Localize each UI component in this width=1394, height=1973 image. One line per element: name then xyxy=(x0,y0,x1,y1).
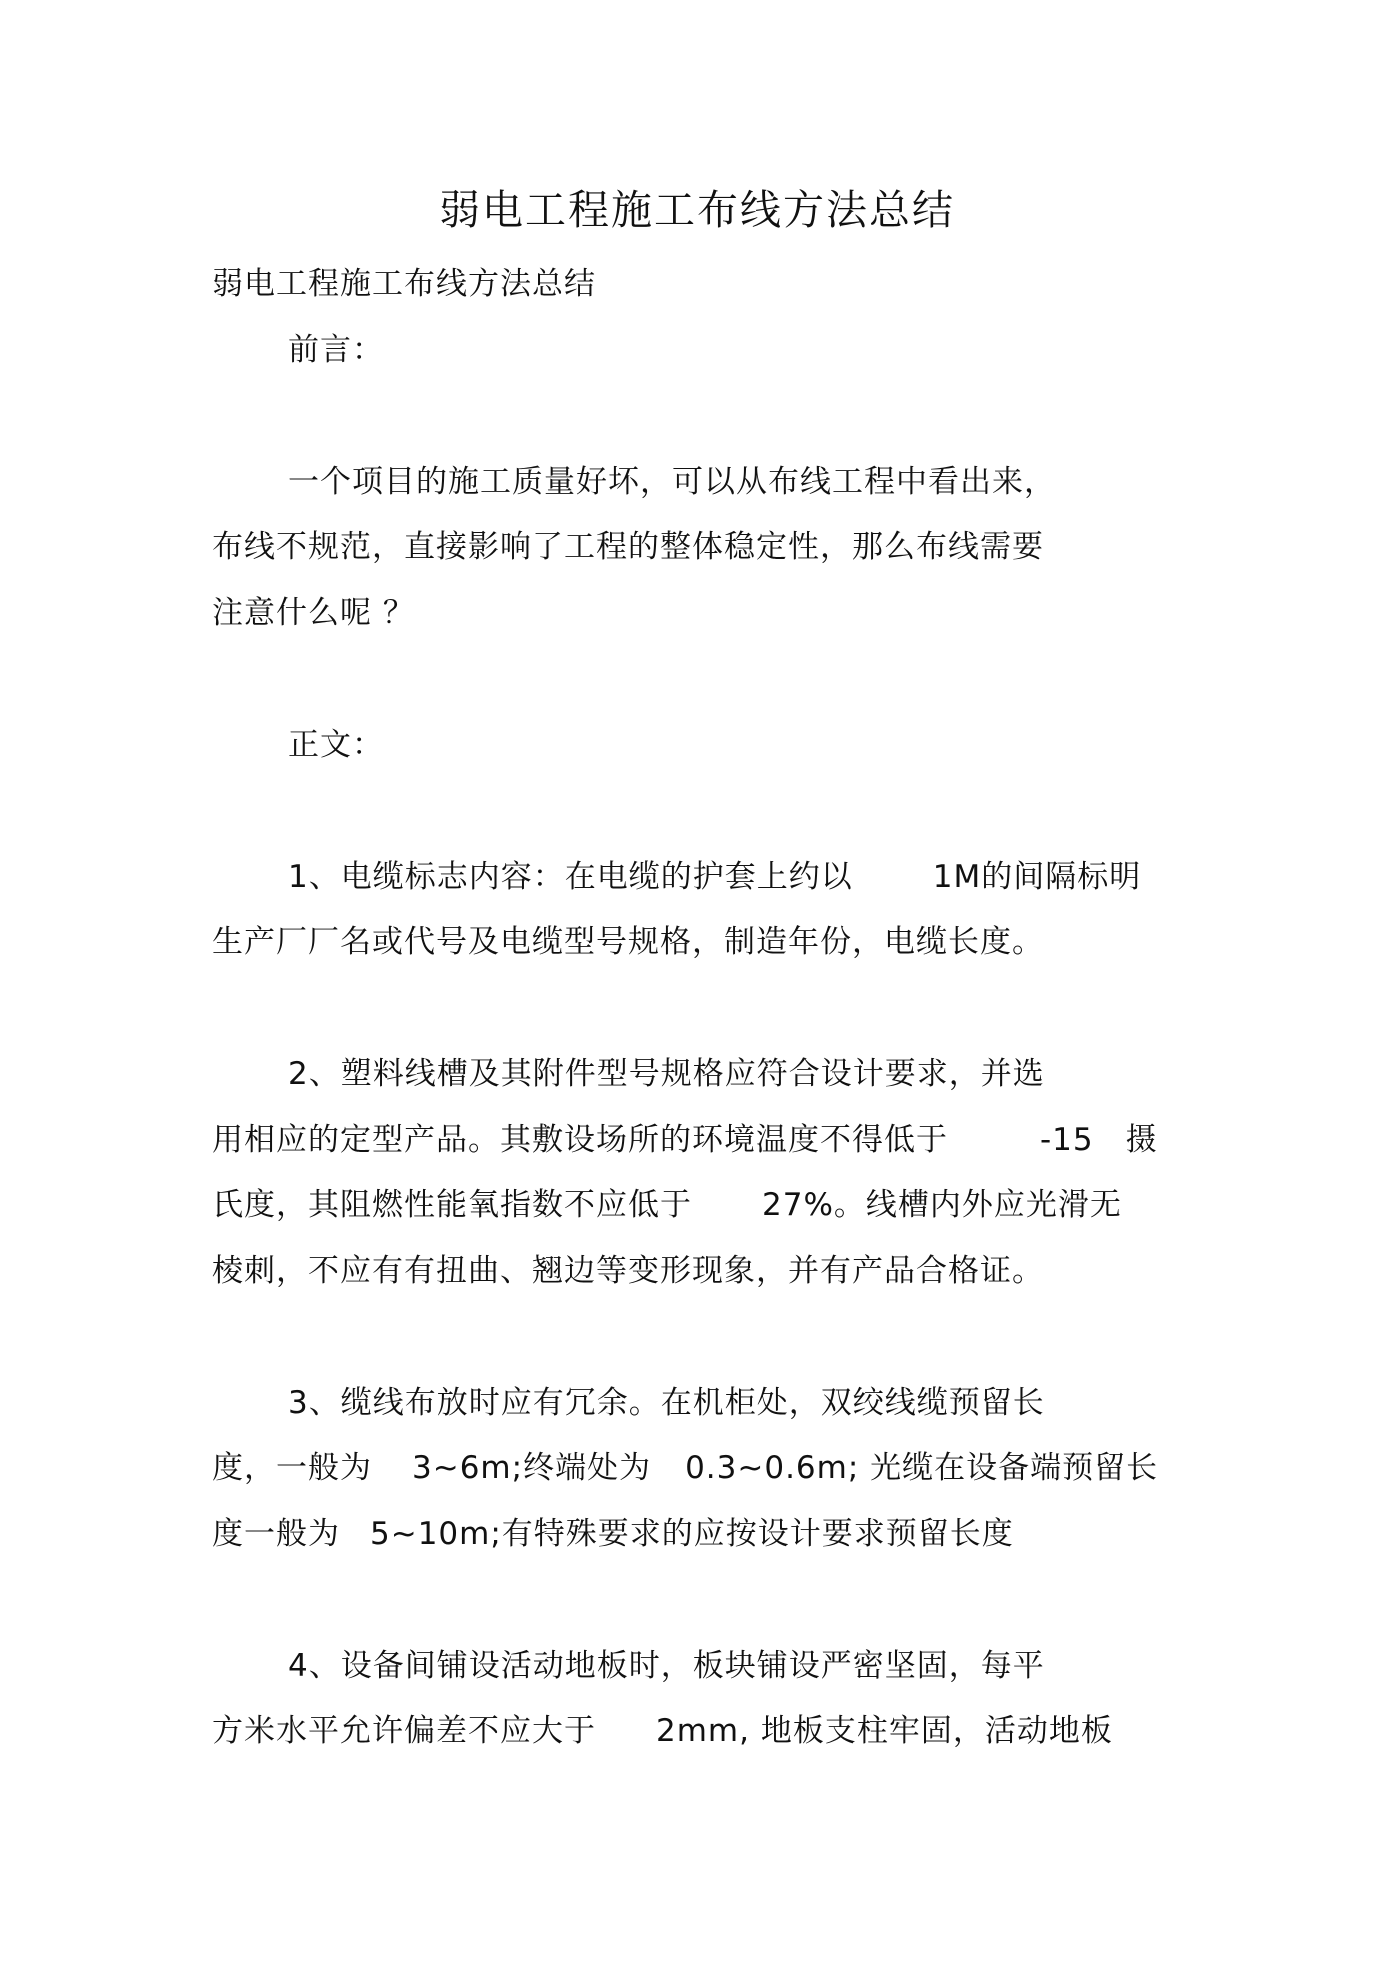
item2-line-4: 棱刺，不应有有扭曲、翘边等变形现象，并有产品合格证。 xyxy=(212,1253,1044,1289)
item2-line-1: 2、塑料线槽及其附件型号规格应符合设计要求，并选 xyxy=(288,1056,1045,1092)
item1-line-1-text: 1、电缆标志内容：在电缆的护套上约以 xyxy=(288,859,853,895)
preface-line-1: 一个项目的施工质量好坏，可以从布线工程中看出来， xyxy=(288,464,1056,500)
body-heading: 正文： xyxy=(288,727,384,763)
document-title: 弱电工程施工布线方法总结 xyxy=(439,186,955,234)
item4-line-1: 4、设备间铺设活动地板时，板块铺设严密坚固，每平 xyxy=(288,1648,1045,1684)
item4-line-2-value: 2mm, 地板支柱牢固，活动地板 xyxy=(656,1713,1113,1749)
item4-line-2-text: 方米水平允许偏差不应大于 xyxy=(212,1713,596,1749)
item2-line-2-text: 用相应的定型产品。其敷设场所的环境温度不得低于 xyxy=(212,1122,948,1158)
item4-line-2 xyxy=(212,1711,1113,1751)
item3-line-1: 3、缆线布放时应有冗余。在机柜处，双绞线缆预留长 xyxy=(288,1385,1045,1421)
item1-line-1-value: 1M的间隔标明 xyxy=(932,859,1142,895)
item3-line-2-value1: 3~6m;终端处为 xyxy=(412,1450,652,1486)
preface-line-2: 布线不规范，直接影响了工程的整体稳定性，那么布线需要 xyxy=(212,529,1044,565)
item2-line-2 xyxy=(212,1120,1158,1160)
preface-line-3: 注意什么呢 ？ xyxy=(212,595,415,631)
item3-line-2-value2: 0.3~0.6m; 光缆在设备端预留长 xyxy=(685,1450,1159,1486)
item2-line-3-value: 27%。线槽内外应光滑无 xyxy=(762,1187,1122,1223)
item1-line-1 xyxy=(288,857,1141,897)
item3-line-3 xyxy=(212,1514,1014,1554)
item3-line-3-value: 5~10m;有特殊要求的应按设计要求预留长度 xyxy=(370,1516,1014,1552)
item3-line-2 xyxy=(212,1448,1158,1488)
document-subtitle: 弱电工程施工布线方法总结 xyxy=(212,266,596,302)
item2-line-2-unit: 摄 xyxy=(1125,1122,1158,1158)
item1-line-2: 生产厂厂名或代号及电缆型号规格，制造年份，电缆长度。 xyxy=(212,924,1044,960)
item3-line-3-text: 度一般为 xyxy=(212,1516,340,1552)
item2-line-3-text: 氏度，其阻燃性能氧指数不应低于 xyxy=(212,1187,692,1223)
preface-heading: 前言： xyxy=(288,332,384,368)
item3-line-2-text: 度，一般为 xyxy=(212,1450,372,1486)
item2-line-2-value: -15 xyxy=(1040,1122,1094,1158)
item2-line-3 xyxy=(212,1185,1122,1225)
